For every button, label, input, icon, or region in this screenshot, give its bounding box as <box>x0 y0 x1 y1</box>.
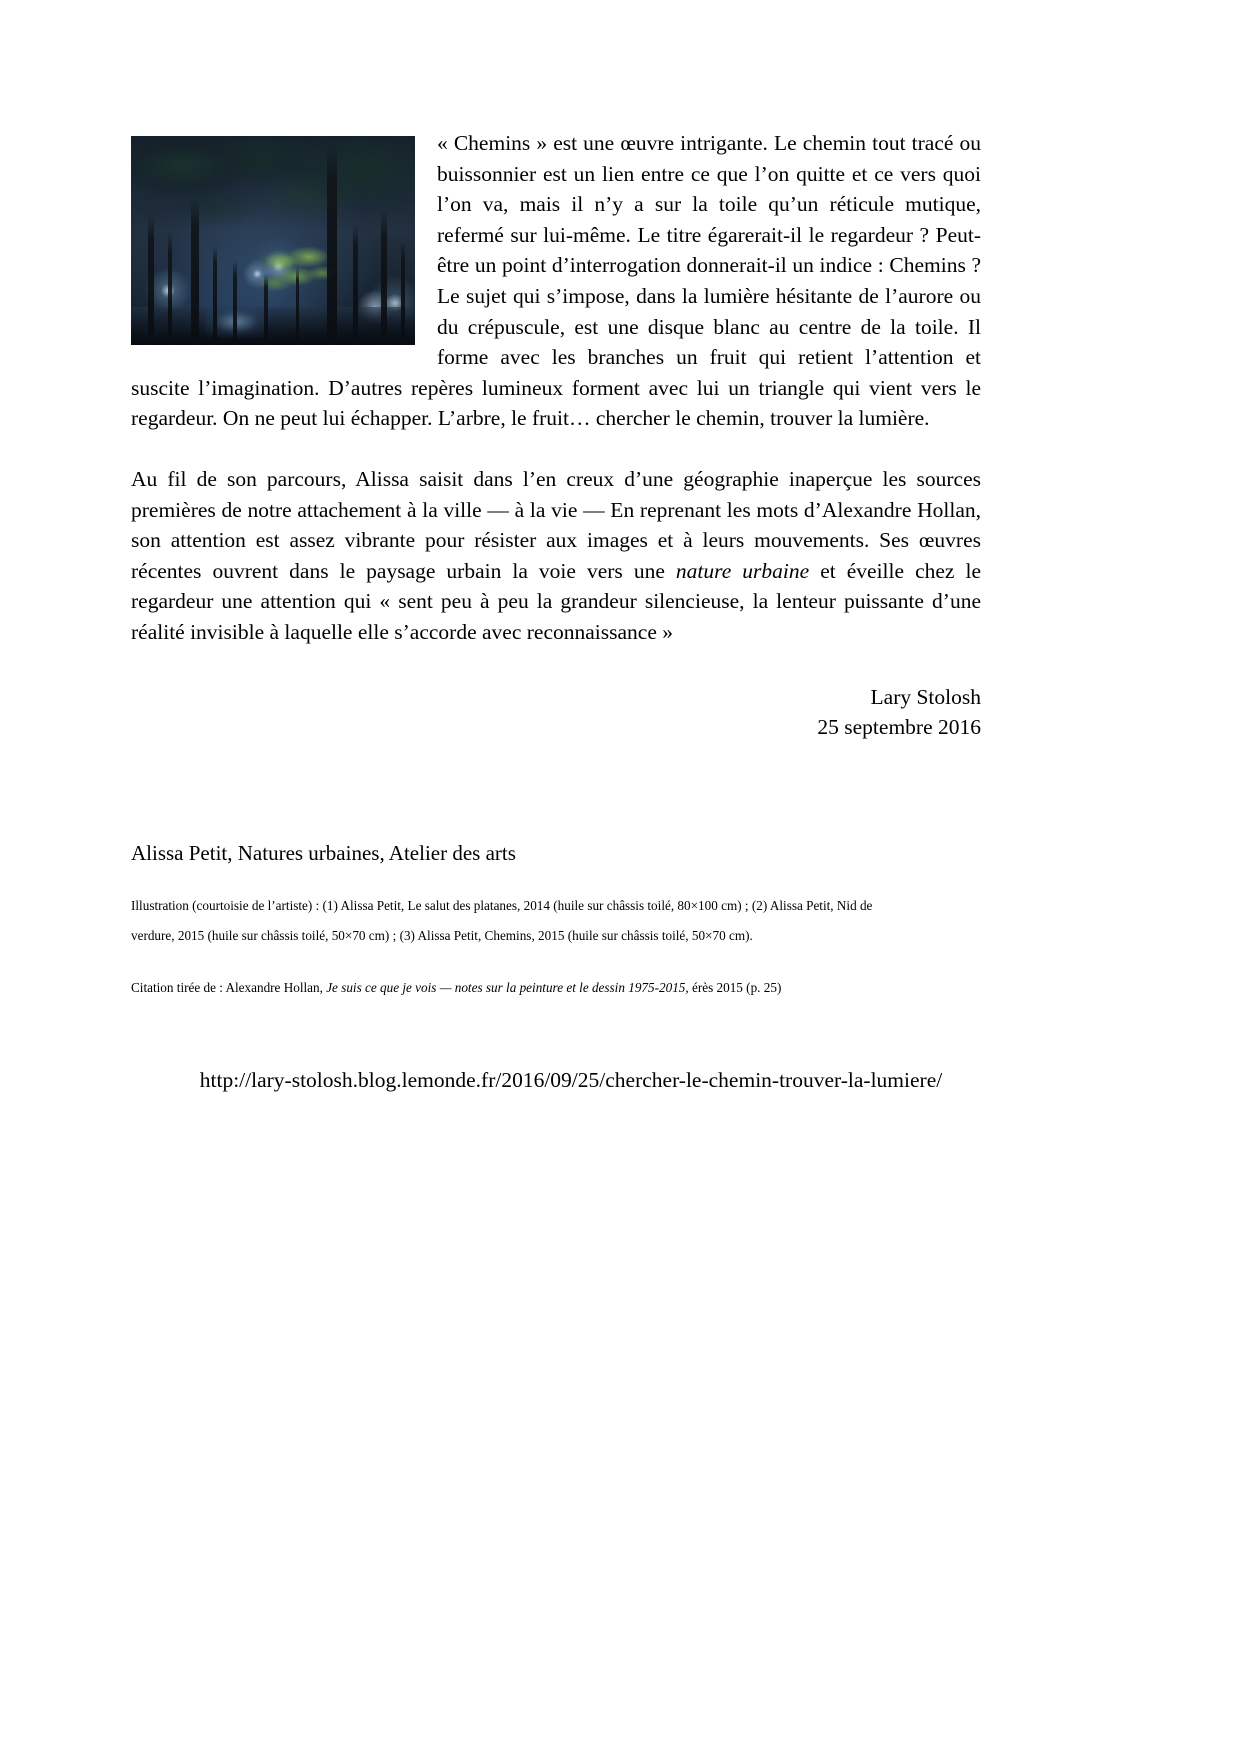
paragraph-chemins: « Chemins » est une œuvre intrigante. Le chemin tout tracé ou buissonnier est un lien entre ce que l’on quitte et ce vers quoi l’on va, mais il n’y a sur la toile qu’un réticule mutique, refermé sur lui-même. Le titre égarerait-il le regardeur ? Peut-être un point d’interrogation donnerait-il un indice : Chemins ? Le sujet qui s’impose, dans la lumière hésitante de l’aurore ou du crépuscule, est une disque blanc au centre de la toile. Il forme avec les branches un fruit qui retient l’attention et suscite l’imagination. D’autres repères lumineux forment avec lui un triangle qui vient vers le regardeur. On ne peut lui échapper. L’arbre, le fruit… chercher le chemin, trouver la lumière. <box>131 131 981 431</box>
citation-suffix: , érès 2015 (p. 25) <box>685 979 782 995</box>
paragraph-parcours-lead: Au fil de son parcours, Alissa saisit dans l’en creux d’une géographie inaperçue les sources premières de notre attachement à la ville — à la vie — En reprenant les mots d’Alexandre Hollan, son attention est assez vibrante pour résister aux images et à leurs mouvements. Ses œuvres récentes ouvrent dans le paysage urbain la voie vers une <box>131 466 981 583</box>
signature-block <box>131 682 981 743</box>
painting-tree-trunks <box>131 136 415 345</box>
paragraph-parcours <box>131 464 981 648</box>
illustration-credits-line-1: Illustration (courtoisie de l’artiste) : (1) Alissa Petit, Le salut des platanes, 2014 (huile sur châssis toilé, 80×100 cm) ; (2) Alissa Petit, Nid de <box>131 897 873 913</box>
source-url[interactable]: http://lary-stolosh.blog.lemonde.fr/2016/09/25/chercher-le-chemin-trouver-la-lumiere/ <box>199 1067 943 1092</box>
signature-date: 25 septembre 2016 <box>817 715 981 740</box>
illustration-credits-line-2: verdure, 2015 (huile sur châssis toilé, 50×70 cm) ; (3) Alissa Petit, Chemins, 2015 (huile sur châssis toilé, 50×70 cm). <box>131 927 753 943</box>
paragraph-spacer <box>131 434 981 464</box>
citation-prefix: Citation tirée de : Alexandre Hollan, <box>131 979 327 995</box>
illustration-credits <box>131 891 981 951</box>
signature-author: Lary Stolosh <box>870 684 981 709</box>
paragraph-parcours-tail: et éveille chez le regardeur une attention qui « sent peu à peu la grandeur silencieuse, la lenteur puissante d’une réalité invisible à laquelle elle s’accorde avec reconnaissance » <box>131 558 981 644</box>
exhibition-line: Alissa Petit, Natures urbaines, Atelier des arts <box>131 840 516 865</box>
citation-title-italic: Je suis ce que je vois — notes sur la peinture et le dessin 1975-2015 <box>326 979 686 995</box>
citation-line <box>131 977 981 999</box>
painting-illustration <box>131 136 415 345</box>
nature-urbaine-italic: nature urbaine <box>675 558 810 583</box>
document-content <box>131 128 981 1095</box>
